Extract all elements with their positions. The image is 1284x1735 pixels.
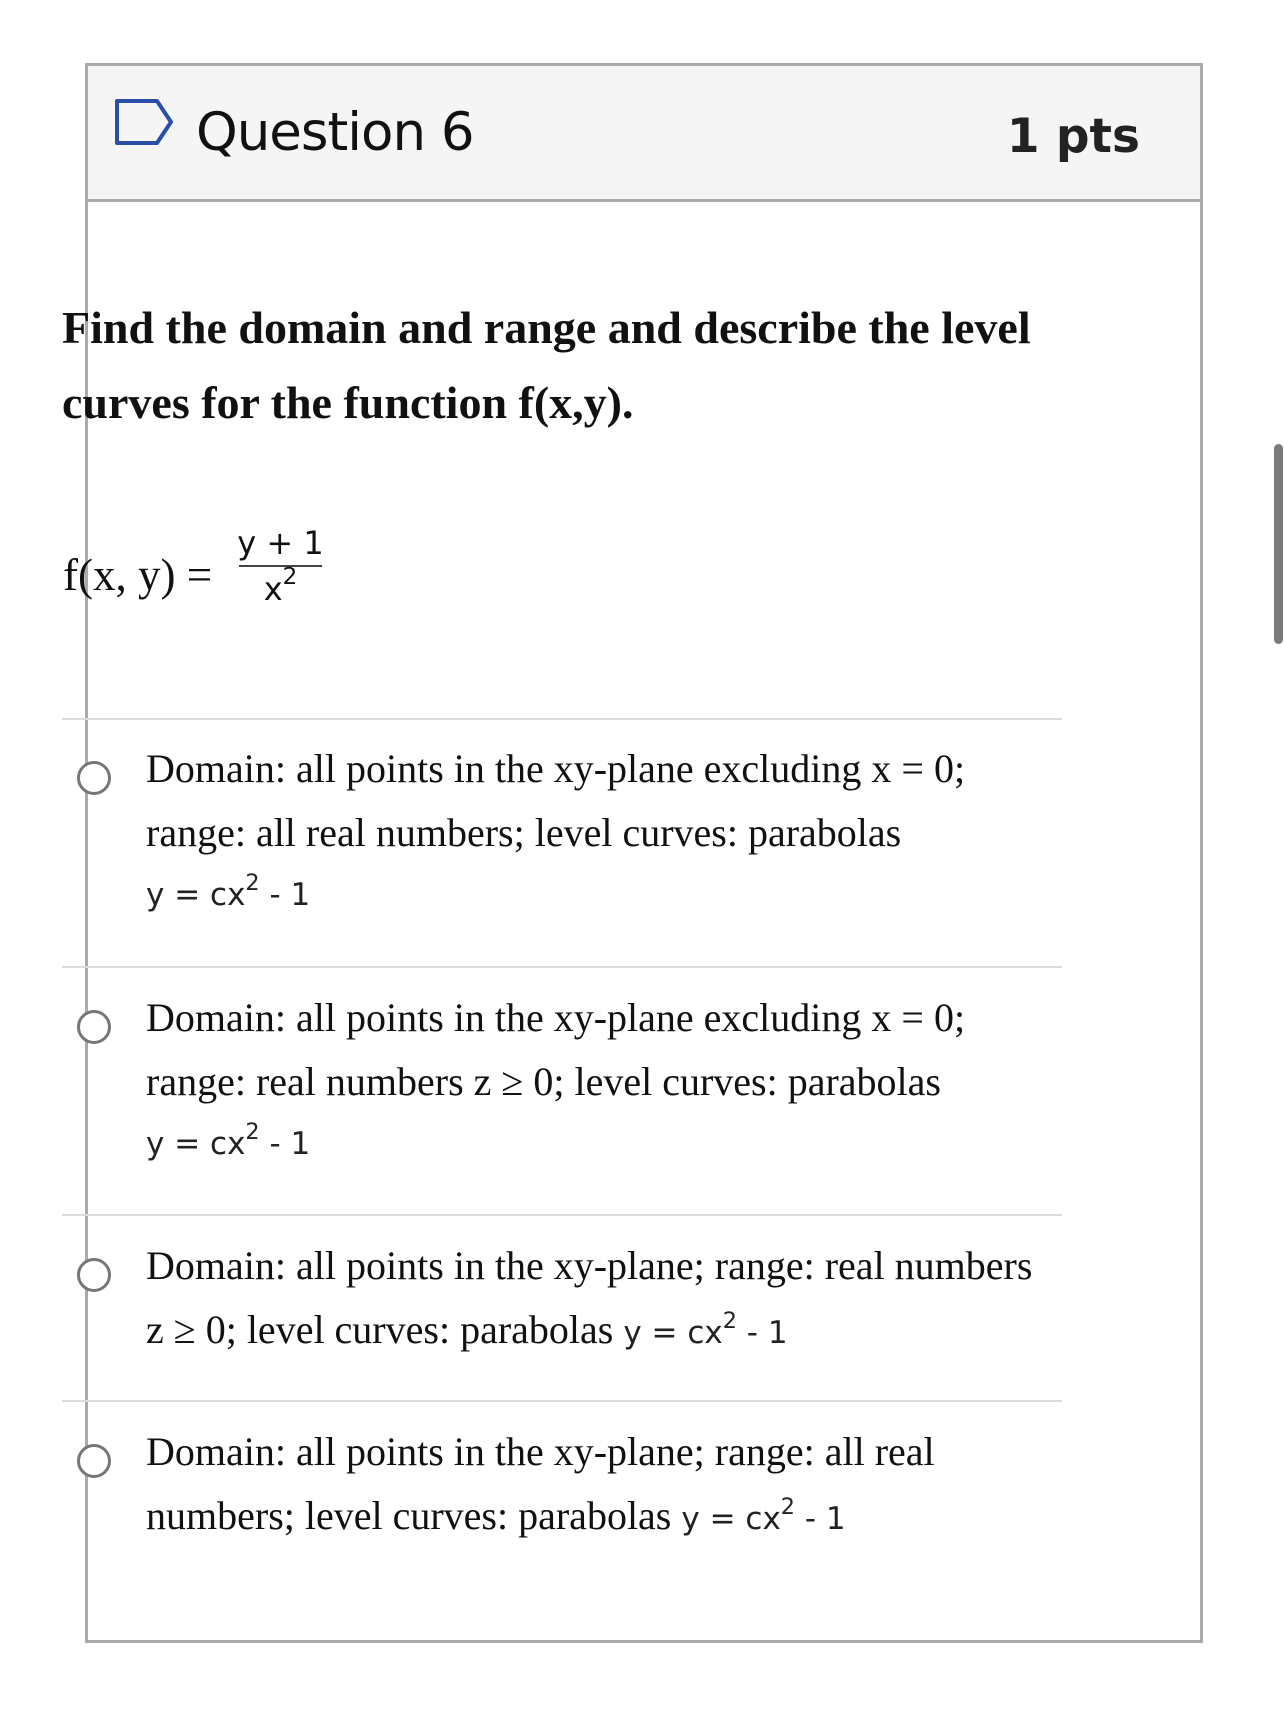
option-text [146,986,1046,1174]
option-label: Domain: all points in the xy-plane; range: real numbers z ≥ 0; level curves: parabolas [146,1243,1033,1352]
question-header [88,66,1200,202]
option-text [146,1234,1046,1365]
answer-option-3[interactable] [62,1234,1062,1384]
math-exponent: 2 [780,1493,795,1520]
answer-option-2[interactable] [62,986,1062,1186]
math-base: y = cx [146,1126,246,1162]
math-base: y = cx [146,877,246,913]
option-label: Domain: all points in the xy-plane excluding x = 0; range: all real numbers; level curves: parabolas [146,746,966,855]
option-math [146,1114,1046,1174]
option-math [146,865,1046,925]
option-label: Domain: all points in the xy-plane excluding x = 0; range: real numbers z ≥ 0; level curves: parabolas [146,995,966,1104]
answer-option-1[interactable] [62,737,1062,937]
flag-icon[interactable] [113,97,177,147]
radio-button[interactable] [77,761,111,795]
option-math [681,1493,846,1537]
formula-lhs: f(x, y) = [63,550,213,600]
option-label: Domain: all points in the xy-plane; range: all real numbers; level curves: parabolas [146,1429,935,1538]
option-text [146,1420,1046,1551]
denominator-exponent: 2 [282,564,298,591]
answer-option-4[interactable] [62,1420,1062,1570]
option-divider [62,1400,1062,1402]
formula-fraction [233,523,328,609]
option-text [146,737,1046,925]
formula-numerator: y + 1 [237,524,324,562]
math-tail: - 1 [736,1315,788,1351]
question-prompt: Find the domain and range and describe the level curves for the function f(x,y). [62,302,1031,428]
denominator-base: x [263,570,283,608]
math-base: y = cx [681,1501,781,1537]
question-title: Question 6 [196,102,474,163]
math-base: y = cx [623,1315,723,1351]
radio-button[interactable] [77,1010,111,1044]
option-divider [62,966,1062,968]
fraction-bar [239,565,322,567]
option-math [623,1307,788,1351]
math-tail: - 1 [795,1501,846,1537]
math-tail: - 1 [259,877,311,913]
formula-denominator [233,564,328,609]
math-exponent: 2 [245,1118,260,1145]
option-divider [62,1214,1062,1216]
question-points: 1 pts [1006,109,1140,164]
math-exponent: 2 [245,869,260,896]
page-scrollbar[interactable] [1274,444,1283,644]
radio-button[interactable] [77,1444,111,1478]
radio-button[interactable] [77,1258,111,1292]
math-tail: - 1 [259,1126,311,1162]
math-exponent: 2 [722,1307,737,1334]
option-divider [62,718,1062,720]
